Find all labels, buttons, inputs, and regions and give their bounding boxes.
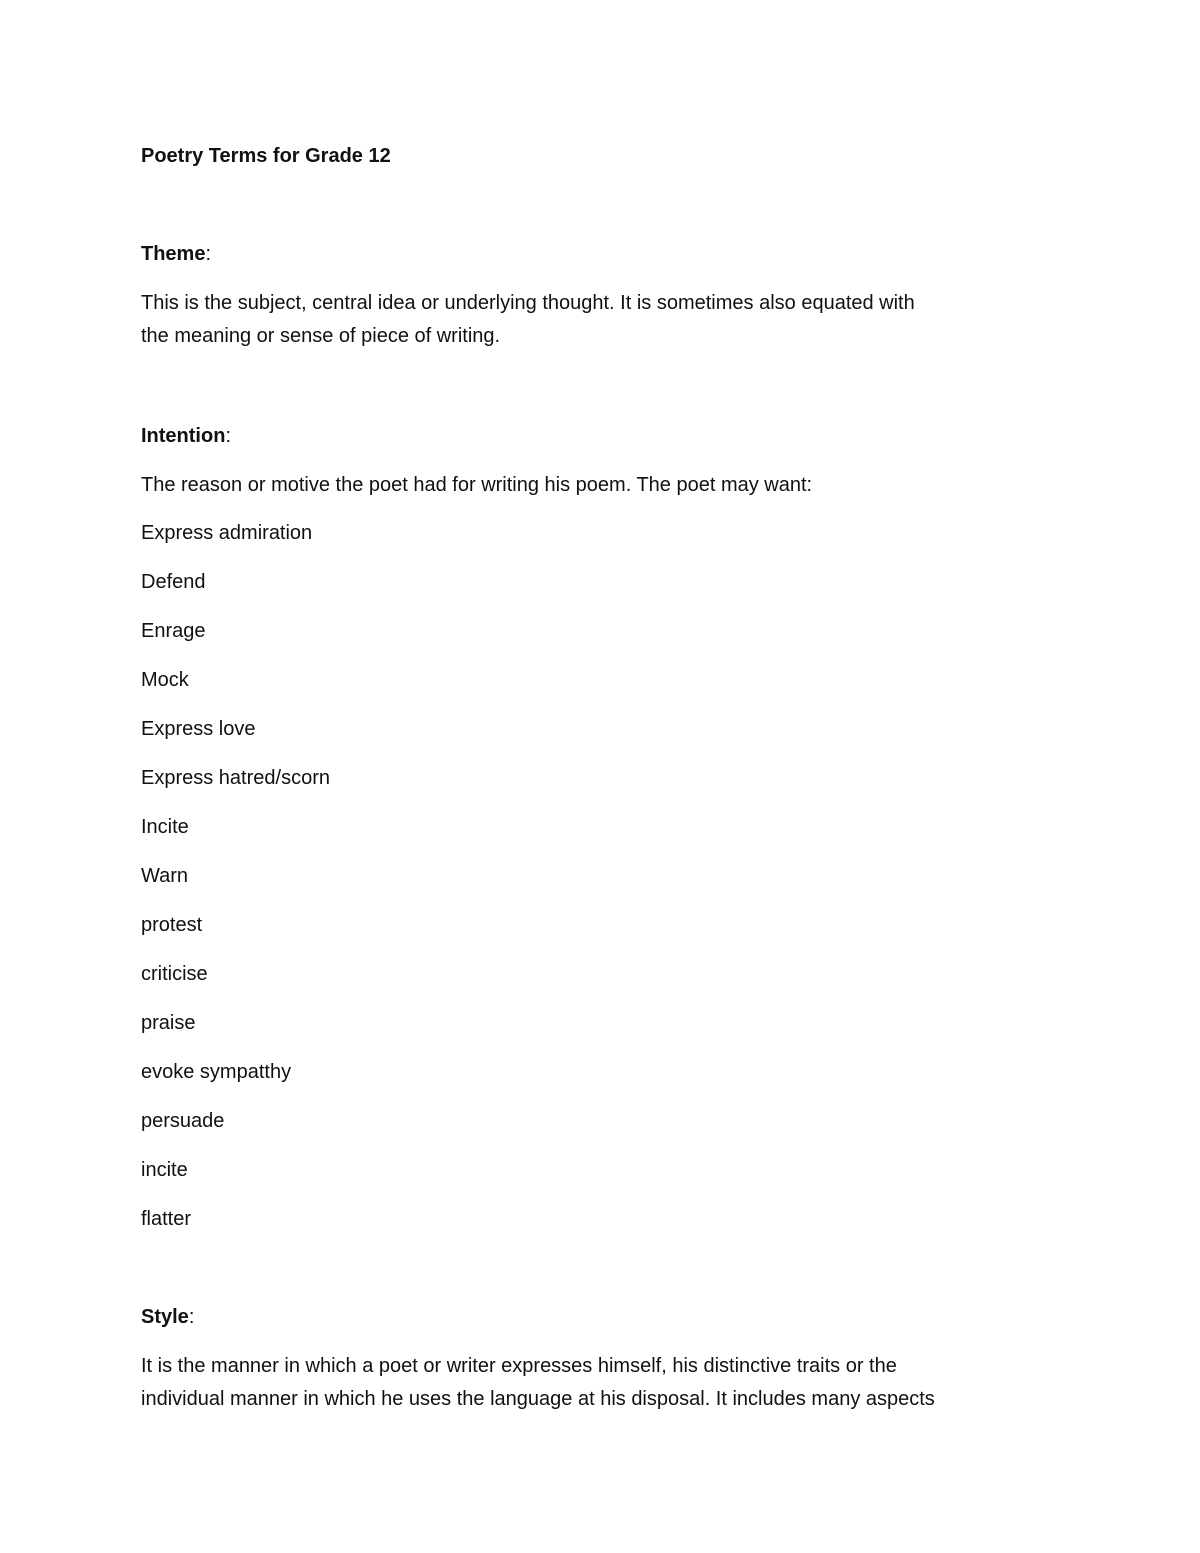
term-label: Style [141, 1306, 189, 1328]
term-label: Theme [141, 243, 206, 265]
definition-text [141, 287, 1061, 353]
section-style [141, 1302, 1061, 1416]
list-item: praise [141, 1012, 196, 1034]
term-colon: : [188, 1306, 195, 1328]
section-heading-theme [141, 239, 1061, 269]
list-item: persuade [141, 1110, 225, 1132]
definition-line: This is the subject, central idea or underlying thought. It is sometimes also equated with [141, 292, 915, 314]
definition-line: individual manner in which he uses the language at his disposal. It includes many aspects [141, 1388, 935, 1410]
intention-intro: The reason or motive the poet had for writing his poem. The poet may want: [141, 474, 813, 496]
definition-line: the meaning or sense of piece of writing. [141, 325, 501, 347]
document-body [141, 141, 1061, 1416]
list-item: protest [141, 914, 203, 936]
list-item: Incite [141, 816, 189, 838]
list-item: Express hatred/scorn [141, 767, 330, 789]
intention-list [141, 518, 1061, 1234]
section-theme [141, 239, 1061, 353]
list-item: Mock [141, 669, 189, 691]
list-item: flatter [141, 1208, 192, 1230]
list-item: Warn [141, 865, 189, 887]
list-item: Enrage [141, 620, 206, 642]
term-colon: : [205, 243, 212, 265]
definition-line: It is the manner in which a poet or writer expresses himself, his distinctive traits or the [141, 1355, 897, 1377]
term-label: Intention [141, 425, 226, 447]
definition-text [141, 1350, 1061, 1416]
document-title: Poetry Terms for Grade 12 [141, 145, 391, 167]
list-item: incite [141, 1159, 188, 1181]
list-item: criticise [141, 963, 208, 985]
section-intention [141, 421, 1061, 1234]
list-item: evoke sympatthy [141, 1061, 292, 1083]
list-item: Defend [141, 571, 206, 593]
list-item: Express admiration [141, 522, 313, 544]
term-colon: : [225, 425, 231, 447]
section-heading-style [141, 1302, 1061, 1332]
list-item: Express love [141, 718, 256, 740]
section-heading-intention [141, 421, 1061, 451]
